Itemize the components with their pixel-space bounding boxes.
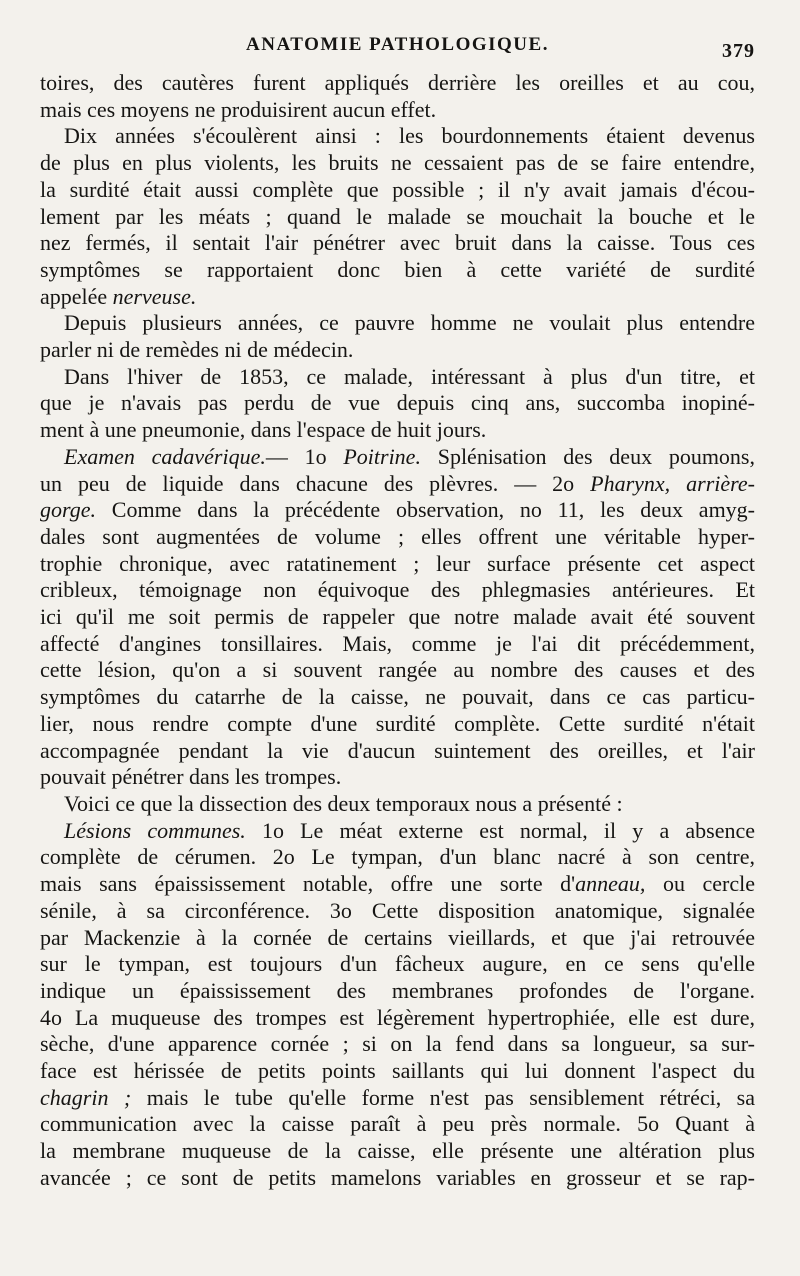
text-line: de plus en plus violents, les bruits ne cessaient pas de se faire entendre, [40, 150, 755, 176]
text-line: Dans l'hiver de 1853, ce malade, intéressant à plus d'un titre, et [64, 363, 755, 389]
italic-heading: Lésions communes. [64, 817, 246, 843]
text-line: 4o La muqueuse des trompes est légèrement hypertrophiée, elle est dure, [40, 1004, 755, 1030]
italic-term: chagrin ; [40, 1084, 132, 1110]
text-line: sur le tympan, est toujours d'un fâcheux augure, en ce sens qu'elle [40, 951, 755, 977]
text-line: la surdité était aussi complète que possible ; il n'y avait jamais d'écou- [40, 176, 755, 202]
text-line: Dix années s'écoulèrent ainsi : les bourdonnements étaient devenus [64, 123, 755, 149]
text-line: cribleux, témoignage non équivoque des phlegmasies antérieures. Et [40, 577, 755, 603]
text-line: cette lésion, qu'on a si souvent rangée au nombre des causes et des [40, 657, 755, 683]
running-title: ANATOMIE PATHOLOGIQUE. [246, 34, 549, 55]
page-number: 379 [722, 40, 755, 62]
text-line: lement par les méats ; quand le malade se mouchait la bouche et le [40, 203, 755, 229]
text-line: appelée nerveuse. [40, 283, 197, 309]
text-line: Voici ce que la dissection des deux temporaux nous a présenté : [64, 790, 623, 816]
paragraph-4 [40, 364, 755, 444]
text-line: gorge. Comme dans la précédente observation, no 11, les deux amyg- [40, 497, 756, 523]
paragraph-1 [40, 70, 755, 123]
italic-heading: gorge. [40, 497, 97, 523]
text-line: sénile, à sa circonférence. 3o Cette disposition anatomique, signalée [40, 897, 755, 923]
text-line: face est hérissée de petits points saillants qui lui donnent l'aspect du [40, 1058, 755, 1084]
text-line: Examen cadavérique.— 1o Poitrine. Splénisation des deux poumons, [64, 443, 755, 469]
text-line: nez fermés, il sentait l'air pénétrer avec bruit dans la caisse. Tous ces [40, 230, 755, 256]
paragraph-2 [40, 123, 755, 310]
italic-term: nerveuse. [112, 283, 197, 309]
text-line: que je n'avais pas perdu de vue depuis cinq ans, succomba inopiné- [40, 390, 755, 416]
text-line: mais ces moyens ne produisirent aucun effet. [40, 96, 437, 122]
text-line: sèche, d'une apparence cornée ; si on la fend dans sa longueur, sa sur- [40, 1031, 755, 1057]
text-line: symptômes se rapportaient donc bien à cette variété de surdité [40, 256, 755, 282]
italic-heading: Poitrine. [343, 443, 421, 469]
text-line: chagrin ; mais le tube qu'elle forme n'est pas sensiblement rétréci, sa [40, 1084, 756, 1110]
italic-heading: Pharynx, arrière- [590, 470, 755, 496]
text-line: ment à une pneumonie, dans l'espace de huit jours. [40, 417, 487, 443]
text-line: avancée ; ce sont de petits mamelons variables en grosseur et se rap- [40, 1164, 755, 1190]
paragraph-5 [40, 444, 755, 791]
text-line: parler ni de remèdes ni de médecin. [40, 337, 354, 363]
page-header [40, 34, 755, 64]
body-text [40, 70, 755, 1192]
text-line: trophie chronique, avec ratatinement ; leur surface présente cet aspect [40, 550, 755, 576]
italic-term: anneau, [575, 871, 646, 897]
text-line: accompagnée pendant la vie d'aucun suintement des oreilles, et l'air [40, 737, 755, 763]
text-line: complète de cérumen. 2o Le tympan, d'un blanc nacré à son centre, [40, 844, 755, 870]
text-line: la membrane muqueuse de la caisse, elle présente une altération plus [40, 1138, 755, 1164]
text-line: par Mackenzie à la cornée de certains vieillards, et que j'ai retrouvée [40, 924, 755, 950]
text-line: Lésions communes. 1o Le méat externe est normal, il y a absence [64, 817, 756, 843]
text-line: un peu de liquide dans chacune des plèvres. — 2o Pharynx, arrière- [40, 470, 755, 496]
text-line: ici qu'il me soit permis de rappeler que notre malade avait été souvent [40, 604, 755, 630]
text-line: lier, nous rendre compte d'une surdité complète. Cette surdité n'était [40, 710, 755, 736]
paragraph-6 [40, 791, 755, 818]
text-line: communication avec la caisse paraît à peu près normale. 5o Quant à [40, 1111, 755, 1137]
text-line: mais sans épaississement notable, offre une sorte d'anneau, ou cercle [40, 871, 756, 897]
text-line: Depuis plusieurs années, ce pauvre homme ne voulait plus entendre [64, 310, 755, 336]
text-line: symptômes du catarrhe de la caisse, ne pouvait, dans ce cas particu- [40, 684, 755, 710]
paragraph-7 [40, 818, 755, 1192]
paragraph-3 [40, 310, 755, 363]
text-line: indique un épaississement des membranes profondes de l'organe. [40, 977, 755, 1003]
text-line: dales sont augmentées de volume ; elles offrent une véritable hyper- [40, 523, 755, 549]
text-line: pouvait pénétrer dans les trompes. [40, 764, 342, 790]
text-line: affecté d'angines tonsillaires. Mais, comme je l'ai dit précédemment, [40, 630, 755, 656]
italic-heading: Examen cadavérique. [64, 443, 266, 469]
text-line: toires, des cautères furent appliqués derrière les oreilles et au cou, [40, 70, 755, 95]
